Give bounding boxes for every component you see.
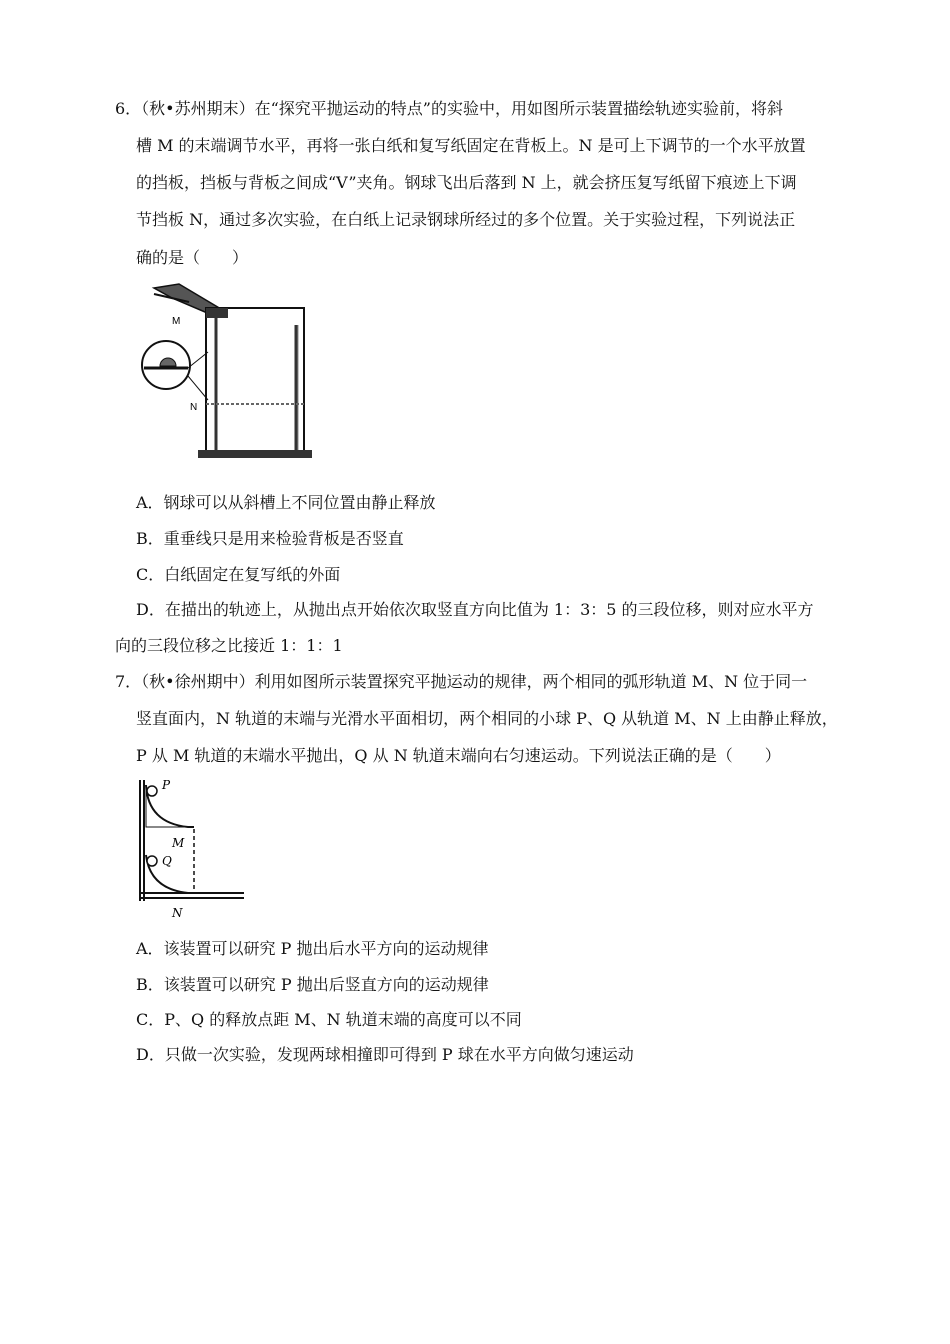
q6-apparatus-figure	[134, 280, 324, 465]
q6-option-b: B．重垂线只是用来检验背板是否竖直	[136, 529, 404, 548]
q6-option-d-continued: 向的三段位移之比接近 1：1：1	[115, 636, 343, 655]
q7-option-a: A．该装置可以研究 P 抛出后水平方向的运动规律	[136, 939, 489, 958]
q6-stem-line-2: 槽 M 的末端调节水平，再将一张白纸和复写纸固定在背板上。N 是可上下调节的一个水平放置	[136, 136, 806, 155]
q7-apparatus-figure	[128, 775, 253, 925]
q6-option-a: A．钢球可以从斜槽上不同位置由静止释放	[136, 493, 436, 512]
q6-stem-line-3: 的挡板，挡板与背板之间成“V”夹角。钢球飞出后落到 N 上，就会挤压复写纸留下痕迹上下调	[136, 173, 797, 192]
q7-stem-line-3: P 从 M 轨道的末端水平抛出，Q 从 N 轨道末端向右匀速运动。下列说法正确的是（ ）	[136, 746, 781, 765]
q6-option-d: D．在描出的轨迹上，从抛出点开始依次取竖直方向比值为 1：3：5 的三段位移，则对应水平方	[136, 600, 814, 619]
q6-label-n: N	[190, 402, 198, 413]
q7-label-p: P	[162, 778, 171, 792]
q7-stem-line-1: 7．（秋•徐州期中）利用如图所示装置探究平抛运动的规律，两个相同的弧形轨道 M、N 位于同一	[115, 672, 808, 691]
q7-option-c: C．P、Q 的释放点距 M、N 轨道末端的高度可以不同	[136, 1010, 522, 1029]
q6-stem-line-1: 6．（秋•苏州期末）在“探究平抛运动的特点”的实验中，用如图所示装置描绘轨迹实验前，将斜	[115, 99, 783, 118]
q6-stem-line-5: 确的是（ ）	[136, 248, 249, 267]
q7-option-d: D．只做一次实验，发现两球相撞即可得到 P 球在水平方向做匀速运动	[136, 1045, 634, 1064]
q6-stem-line-4: 节挡板 N，通过多次实验，在白纸上记录钢球所经过的多个位置。关于实验过程，下列说法正	[136, 210, 796, 229]
q7-stem-line-2: 竖直面内，N 轨道的末端与光滑水平面相切，两个相同的小球 P、Q 从轨道 M、N 上由静止释放，	[136, 709, 838, 728]
q6-label-m: M	[172, 316, 181, 327]
q6-option-c: C．白纸固定在复写纸的外面	[136, 565, 341, 584]
q7-label-q: Q	[162, 854, 172, 868]
q7-option-b: B．该装置可以研究 P 抛出后竖直方向的运动规律	[136, 975, 489, 994]
q7-label-n: N	[172, 906, 183, 920]
q7-label-m: M	[172, 836, 185, 850]
